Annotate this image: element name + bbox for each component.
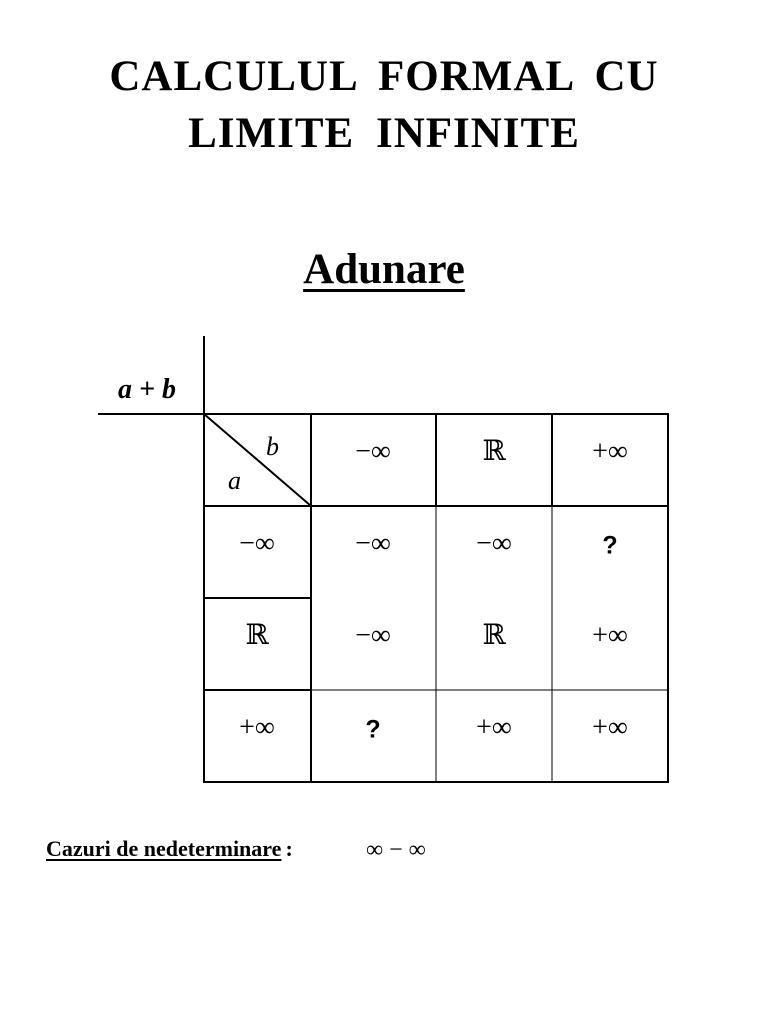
table-cell: +∞: [592, 620, 628, 651]
indeterminate-cases-note: [46, 836, 426, 863]
column-header-minus-infinity: −∞: [355, 436, 391, 467]
corner-diagonal-line: [204, 414, 311, 506]
column-header-plus-infinity: +∞: [592, 436, 628, 467]
table-cell: +∞: [476, 712, 512, 743]
section-heading-text: Adunare: [303, 246, 465, 293]
column-header-reals: ℝ: [482, 436, 506, 467]
operation-label: a + b: [118, 374, 176, 405]
indeterminate-cases-colon: :: [285, 836, 293, 861]
table-cell: ℝ: [482, 620, 506, 651]
table-cell: −∞: [476, 528, 512, 559]
row-header-minus-infinity: −∞: [239, 528, 275, 559]
table-cell: +∞: [592, 712, 628, 743]
table-cell-indeterminate: ?: [602, 531, 618, 560]
page-title-line-2: LIMITE INFINITE: [188, 110, 580, 157]
page-title-line-1: CALCULUL FORMAL CU: [109, 53, 659, 100]
table-cell: −∞: [355, 528, 391, 559]
row-header-reals: ℝ: [245, 620, 269, 651]
corner-column-variable: b: [266, 432, 279, 461]
indeterminate-cases-expression: ∞ − ∞: [366, 837, 426, 863]
table-cell-indeterminate: ?: [365, 715, 381, 744]
indeterminate-cases-label: Cazuri de nedeterminare: [46, 836, 282, 861]
corner-row-variable: a: [228, 466, 241, 495]
row-header-plus-infinity: +∞: [239, 712, 275, 743]
table-cell: −∞: [355, 620, 391, 651]
